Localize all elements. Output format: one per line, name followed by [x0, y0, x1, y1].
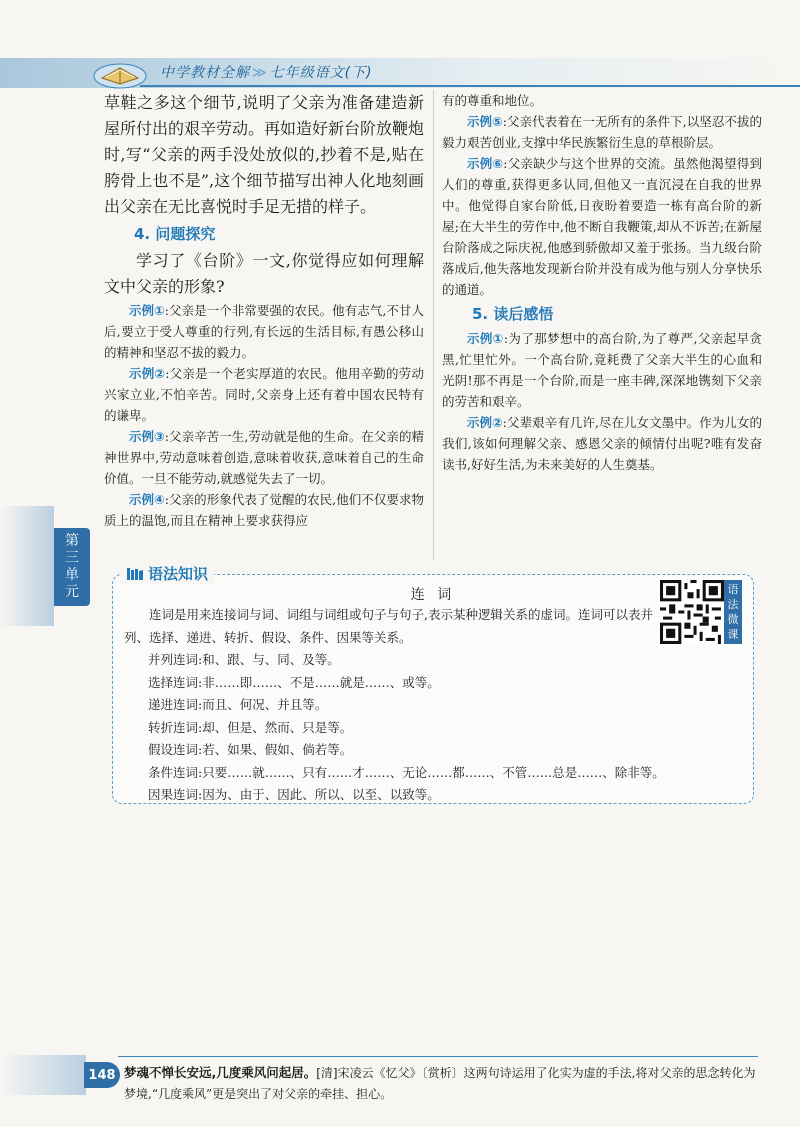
- example-text: :为了那梦想中的高台阶,为了尊严,父亲起早贪黑,忙里忙外。一个高台阶,竟耗费了父亲大半生的心血和光阴!那不再是一个台阶,而是一座丰碑,深深地镌刻下父亲的劳苦和艰辛。: [442, 331, 762, 409]
- right-column: [442, 90, 762, 475]
- example-text: :父亲是一个老实厚道的农民。他用辛勤的劳动兴家立业,不怕辛苦。同时,父亲身上还有着中国农民特有的谦卑。: [104, 366, 424, 423]
- book-stack-icon: [126, 566, 144, 582]
- example-label: 示例②: [467, 415, 503, 430]
- example-text: :父亲代表着在一无所有的条件下,以坚忍不拔的毅力艰苦创业,支撑中华民族繁衍生息的草根阶层。: [442, 114, 763, 150]
- unit-tab-char: 元: [65, 584, 79, 600]
- example-label: 示例⑤: [467, 114, 503, 129]
- section-4-question: 学习了《台阶》一文,你觉得应如何理解文中父亲的形象?: [104, 251, 424, 296]
- example-label: 示例①: [129, 303, 165, 318]
- example-text: :父亲缺少与这个世界的交流。虽然他渴望得到人们的尊重,获得更多认同,但他又一直沉浸在自我的世界中。他觉得自家台阶低,日夜盼着要造一栋有高台阶的新屋;在大半生的劳作中,他不断自我鞭策,却从不诉苦;在新屋台阶落成之际庆祝,他感到骄傲却又羞于张扬。当九级台阶落成后,他失落地发现新台阶并没有成为他与别人分享快乐的通道。: [442, 156, 762, 297]
- qr-tag-char: 语: [727, 583, 739, 596]
- section-5-title: 5. 读后感悟: [472, 305, 554, 323]
- footer-quote: [124, 1062, 760, 1105]
- example-paragraph: [104, 426, 424, 489]
- qr-code-icon[interactable]: [660, 580, 724, 644]
- grammar-definition: 连词是用来连接词与词、词组与词组或句子与句子,表示某种逻辑关系的虚词。连词可以表并列、选择、递进、转折、假设、条件、因果等关系。: [124, 607, 653, 645]
- header-rule: [140, 85, 800, 87]
- book-title: 中学教材全解: [160, 65, 250, 81]
- appreciation-text: 这两句诗运用了化实为虚的手法,将对父亲的思念转化为梦境,“几度乘风”更是突出了对父亲的牵挂、担心。: [124, 1066, 756, 1101]
- page-number: 148: [84, 1062, 120, 1088]
- continuation-text: 有的尊重和地位。: [442, 93, 543, 108]
- grammar-heading-text: 语法知识: [148, 565, 209, 583]
- list-item: 条件连词:只要……就……、只有……才……、无论……都……、不管……总是……、除非等。: [148, 764, 665, 780]
- example-text: :父亲是一个非常要强的农民。他有志气,不甘人后,要立于受人尊重的行列,有长远的生活目标,有愚公移山的精神和坚忍不拔的毅力。: [104, 303, 425, 360]
- grammar-body: [124, 604, 665, 807]
- grammar-title: 连 词: [410, 587, 456, 603]
- example-label: 示例⑥: [467, 156, 504, 171]
- left-column: [104, 90, 424, 531]
- poem-line: 梦魂不惮长安远,几度乘风问起居。: [124, 1065, 317, 1080]
- header-separator: ≫: [252, 65, 268, 81]
- list-item: 假设连词:若、如果、假如、倘若等。: [148, 742, 353, 757]
- example-paragraph: [104, 363, 424, 426]
- unit-tab: [54, 528, 90, 606]
- poem-source: [清]宋凌云《忆父》: [316, 1066, 422, 1080]
- example-paragraph: [104, 300, 424, 363]
- conjunction-list: [124, 649, 665, 807]
- example-label: 示例②: [129, 366, 166, 381]
- example-label: 示例①: [467, 331, 504, 346]
- running-header: [160, 62, 373, 82]
- list-item: 转折连词:却、但是、然而、只是等。: [148, 719, 353, 735]
- intro-paragraph: 草鞋之多这个细节,说明了父亲为准备建造新屋所付出的艰辛劳动。再如造好新台阶放鞭炮时,写“父亲的两手没处放似的,抄着不是,贴在胯骨上也不是”,这个细节描写出神人化地刻画出父亲在无比喜悦时手足无措的样子。: [104, 93, 425, 216]
- reflection-paragraph: [442, 412, 762, 475]
- example-text: :父亲的形象代表了觉醒的农民,他们不仅要求物质上的温饱,而且在精神上要求获得应: [104, 492, 425, 528]
- list-item: 递进连词:而且、何况、并且等。: [148, 697, 328, 712]
- micro-lesson-tag: [724, 580, 742, 644]
- unit-tab-char: 单: [65, 567, 79, 583]
- qr-tag-char: 法: [727, 598, 739, 611]
- list-item: 因果连词:因为、由于、因此、所以、以至、以致等。: [148, 787, 440, 802]
- side-edge-decoration: [0, 506, 54, 626]
- example-text: :父辈艰辛有几许,尽在儿女文墨中。作为儿女的我们,该如何理解父亲、感恩父亲的倾情付出呢?唯有发奋读书,好好生活,为未来美好的人生奠基。: [442, 415, 763, 472]
- subject-title: 七年级语文(下): [269, 65, 373, 81]
- grammar-heading: [120, 563, 214, 585]
- example-label: 示例④: [129, 492, 165, 507]
- example-paragraph: [442, 153, 762, 300]
- list-item: 选择连词:非……即……、不是……就是……、或等。: [148, 674, 440, 690]
- appreciation-label: 〔赏析〕: [421, 1066, 464, 1080]
- reflection-paragraph: [442, 328, 762, 412]
- footer-rule: [118, 1056, 758, 1057]
- example-paragraph: [104, 489, 424, 531]
- list-item: 并列连词:和、跟、与、同、及等。: [148, 652, 340, 667]
- example-label: 示例③: [129, 429, 165, 444]
- section-4-title: 4. 问题探究: [134, 225, 216, 243]
- example-paragraph: [442, 111, 762, 153]
- footer-edge-decoration: [0, 1055, 86, 1095]
- unit-tab-char: 第: [65, 533, 79, 549]
- unit-tab-char: 三: [65, 550, 79, 566]
- example-text: :父亲辛苦一生,劳动就是他的生命。在父亲的精神世界中,劳动意味着创造,意味着收获,意味着自己的生命价值。一旦不能劳动,就感觉失去了一切。: [104, 429, 425, 486]
- qr-tag-char: 课: [727, 628, 739, 641]
- column-divider: [433, 90, 434, 560]
- qr-tag-char: 微: [727, 613, 739, 626]
